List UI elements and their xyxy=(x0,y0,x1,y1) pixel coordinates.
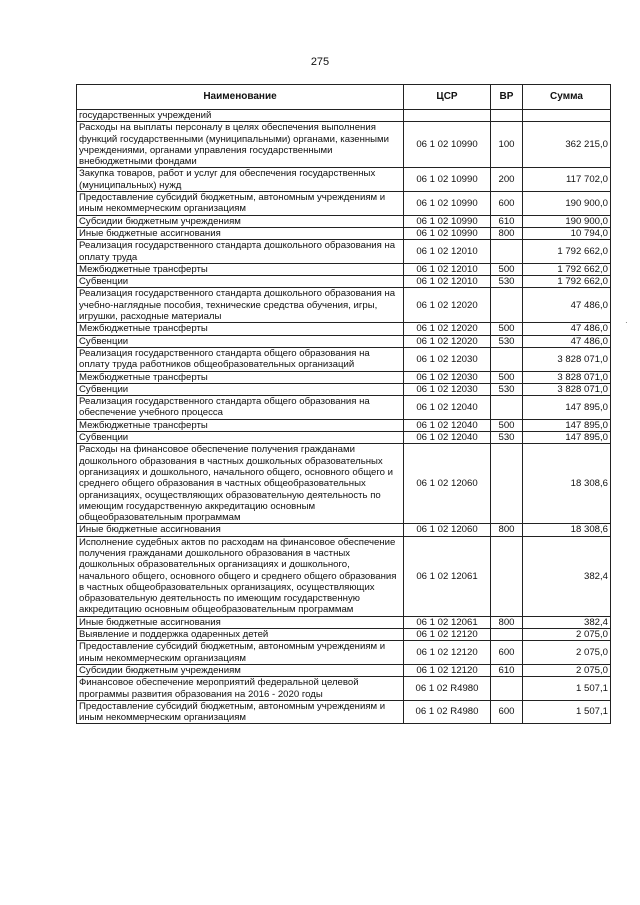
cell-name: Субсидии бюджетным учреждениям xyxy=(77,215,404,227)
table-row xyxy=(77,536,611,616)
cell-csr: 06 1 02 12040 xyxy=(404,419,491,431)
cell-sum xyxy=(523,110,611,122)
cell-name: Иные бюджетные ассигнования xyxy=(77,227,404,239)
cell-name: Реализация государственного стандарта общего образования на обеспечение учебного процесса xyxy=(77,396,404,420)
cell-vr: 500 xyxy=(491,419,523,431)
cell-csr: 06 1 02 12030 xyxy=(404,347,491,371)
cell-csr: 06 1 02 10990 xyxy=(404,122,491,168)
cell-csr: 06 1 02 R4980 xyxy=(404,700,491,724)
cell-csr: 06 1 02 12061 xyxy=(404,536,491,616)
cell-name: Реализация государственного стандарта дошкольного образования на оплату труда xyxy=(77,240,404,264)
cell-vr xyxy=(491,677,523,701)
cell-sum: 190 900,0 xyxy=(523,192,611,216)
cell-sum: 2 075,0 xyxy=(523,629,611,641)
table-row xyxy=(77,122,611,168)
table-row xyxy=(77,677,611,701)
cell-name: Финансовое обеспечение мероприятий федеральной целевой программы развития образования на 2016 - 2020 годы xyxy=(77,677,404,701)
table-row xyxy=(77,227,611,239)
cell-sum: 18 308,6 xyxy=(523,524,611,536)
margin-mark: · xyxy=(625,318,628,327)
cell-vr: 530 xyxy=(491,276,523,288)
cell-vr: 610 xyxy=(491,215,523,227)
cell-csr: 06 1 02 12020 xyxy=(404,323,491,335)
cell-sum: 362 215,0 xyxy=(523,122,611,168)
table-row xyxy=(77,629,611,641)
table-row xyxy=(77,192,611,216)
cell-sum: 382,4 xyxy=(523,536,611,616)
cell-sum: 1 507,1 xyxy=(523,677,611,701)
cell-name: Исполнение судебных актов по расходам на финансовое обеспечение получения гражданами дошкольного образования в частных дошкольных образовательных организациях и дошкольного, начального общего, основного общего и среднего общего образования в частных общеобразовательных организациях, осуществляющих образовательную деятельность по имеющим государственную аккредитацию основным общеобразовательным программам xyxy=(77,536,404,616)
table-row xyxy=(77,263,611,275)
cell-csr: 06 1 02 12120 xyxy=(404,629,491,641)
cell-name: Субвенции xyxy=(77,383,404,395)
cell-vr xyxy=(491,240,523,264)
cell-csr: 06 1 02 10990 xyxy=(404,227,491,239)
budget-table xyxy=(76,84,611,724)
cell-vr xyxy=(491,629,523,641)
table-row xyxy=(77,323,611,335)
cell-sum: 3 828 071,0 xyxy=(523,383,611,395)
cell-name: Субсидии бюджетным учреждениям xyxy=(77,664,404,676)
table-row xyxy=(77,641,611,665)
cell-name: Предоставление субсидий бюджетным, автономным учреждениям и иным некоммерческим организациям xyxy=(77,192,404,216)
cell-vr: 500 xyxy=(491,371,523,383)
cell-vr: 800 xyxy=(491,227,523,239)
cell-sum: 117 702,0 xyxy=(523,168,611,192)
cell-csr: 06 1 02 12060 xyxy=(404,444,491,524)
table-row xyxy=(77,616,611,628)
cell-vr: 530 xyxy=(491,335,523,347)
cell-sum: 147 895,0 xyxy=(523,419,611,431)
table-row xyxy=(77,215,611,227)
cell-csr: 06 1 02 12010 xyxy=(404,240,491,264)
cell-name: Предоставление субсидий бюджетным, автономным учреждениям и иным некоммерческим организациям xyxy=(77,700,404,724)
cell-vr: 600 xyxy=(491,700,523,724)
table-row xyxy=(77,110,611,122)
cell-name: Предоставление субсидий бюджетным, автономным учреждениям и иным некоммерческим организациям xyxy=(77,641,404,665)
cell-name: Субвенции xyxy=(77,335,404,347)
table-row xyxy=(77,383,611,395)
cell-csr: 06 1 02 10990 xyxy=(404,168,491,192)
cell-csr: 06 1 02 10990 xyxy=(404,215,491,227)
header-vr: ВР xyxy=(491,85,523,110)
cell-vr xyxy=(491,396,523,420)
cell-name: Иные бюджетные ассигнования xyxy=(77,616,404,628)
cell-csr: 06 1 02 10990 xyxy=(404,192,491,216)
cell-sum: 1 507,1 xyxy=(523,700,611,724)
table-header-row xyxy=(77,85,611,110)
table-row xyxy=(77,432,611,444)
table-row xyxy=(77,700,611,724)
cell-vr xyxy=(491,536,523,616)
table-row xyxy=(77,371,611,383)
cell-vr: 600 xyxy=(491,192,523,216)
header-csr: ЦСР xyxy=(404,85,491,110)
cell-vr: 610 xyxy=(491,664,523,676)
table-row xyxy=(77,524,611,536)
cell-sum: 1 792 662,0 xyxy=(523,276,611,288)
cell-name: Реализация государственного стандарта дошкольного образования на учебно-наглядные пособия, технические средства обучения, игры, игрушки, расходные материалы xyxy=(77,288,404,323)
cell-vr: 530 xyxy=(491,383,523,395)
cell-vr: 600 xyxy=(491,641,523,665)
cell-sum: 1 792 662,0 xyxy=(523,263,611,275)
cell-sum: 47 486,0 xyxy=(523,335,611,347)
cell-sum: 147 895,0 xyxy=(523,396,611,420)
cell-csr: 06 1 02 12010 xyxy=(404,263,491,275)
header-sum: Сумма xyxy=(523,85,611,110)
cell-name: государственных учреждений xyxy=(77,110,404,122)
cell-csr: 06 1 02 12010 xyxy=(404,276,491,288)
cell-name: Межбюджетные трансферты xyxy=(77,371,404,383)
table-row xyxy=(77,335,611,347)
cell-name: Расходы на финансовое обеспечение получения гражданами дошкольного образования в частных дошкольных образовательных организациях и дошкольного, начального общего, основного общего и среднего общего образования в частных общеобразовательных организациях, осуществляющих образовательную деятельность по имеющим государственную аккредитацию основным общеобразовательным программам xyxy=(77,444,404,524)
cell-sum: 47 486,0 xyxy=(523,323,611,335)
cell-sum: 2 075,0 xyxy=(523,664,611,676)
cell-vr: 500 xyxy=(491,323,523,335)
table-row xyxy=(77,240,611,264)
cell-vr: 200 xyxy=(491,168,523,192)
header-name: Наименование xyxy=(77,85,404,110)
page-number: 275 xyxy=(310,56,330,68)
table-row xyxy=(77,419,611,431)
cell-sum: 18 308,6 xyxy=(523,444,611,524)
table-row xyxy=(77,396,611,420)
cell-csr: 06 1 02 R4980 xyxy=(404,677,491,701)
cell-vr: 800 xyxy=(491,616,523,628)
cell-sum: 382,4 xyxy=(523,616,611,628)
table-row xyxy=(77,444,611,524)
table-row xyxy=(77,288,611,323)
cell-csr: 06 1 02 12061 xyxy=(404,616,491,628)
cell-name: Межбюджетные трансферты xyxy=(77,323,404,335)
cell-csr: 06 1 02 12040 xyxy=(404,432,491,444)
table-row xyxy=(77,347,611,371)
cell-sum: 3 828 071,0 xyxy=(523,371,611,383)
cell-csr: 06 1 02 12020 xyxy=(404,288,491,323)
cell-name: Субвенции xyxy=(77,276,404,288)
cell-csr: 06 1 02 12120 xyxy=(404,664,491,676)
cell-vr xyxy=(491,110,523,122)
cell-csr: 06 1 02 12120 xyxy=(404,641,491,665)
cell-csr: 06 1 02 12040 xyxy=(404,396,491,420)
cell-vr: 500 xyxy=(491,263,523,275)
table-row xyxy=(77,664,611,676)
cell-name: Расходы на выплаты персоналу в целях обеспечения выполнения функций государственными (муниципальными) органами, казенными учреждениями, органами управления государственными внебюджетными фондами xyxy=(77,122,404,168)
cell-vr xyxy=(491,444,523,524)
cell-vr: 100 xyxy=(491,122,523,168)
table-row xyxy=(77,276,611,288)
cell-vr xyxy=(491,288,523,323)
cell-sum: 3 828 071,0 xyxy=(523,347,611,371)
cell-sum: 47 486,0 xyxy=(523,288,611,323)
cell-name: Выявление и поддержка одаренных детей xyxy=(77,629,404,641)
cell-name: Субвенции xyxy=(77,432,404,444)
table-row xyxy=(77,168,611,192)
cell-vr: 800 xyxy=(491,524,523,536)
cell-sum: 190 900,0 xyxy=(523,215,611,227)
cell-csr: 06 1 02 12030 xyxy=(404,383,491,395)
cell-name: Иные бюджетные ассигнования xyxy=(77,524,404,536)
cell-sum: 2 075,0 xyxy=(523,641,611,665)
cell-csr: 06 1 02 12060 xyxy=(404,524,491,536)
cell-csr: 06 1 02 12030 xyxy=(404,371,491,383)
cell-sum: 10 794,0 xyxy=(523,227,611,239)
cell-csr xyxy=(404,110,491,122)
cell-name: Реализация государственного стандарта общего образования на оплату труда работников общеобразовательных организаций xyxy=(77,347,404,371)
cell-name: Закупка товаров, работ и услуг для обеспечения государственных (муниципальных) нужд xyxy=(77,168,404,192)
cell-name: Межбюджетные трансферты xyxy=(77,419,404,431)
cell-csr: 06 1 02 12020 xyxy=(404,335,491,347)
cell-vr xyxy=(491,347,523,371)
cell-vr: 530 xyxy=(491,432,523,444)
cell-name: Межбюджетные трансферты xyxy=(77,263,404,275)
cell-sum: 147 895,0 xyxy=(523,432,611,444)
cell-sum: 1 792 662,0 xyxy=(523,240,611,264)
